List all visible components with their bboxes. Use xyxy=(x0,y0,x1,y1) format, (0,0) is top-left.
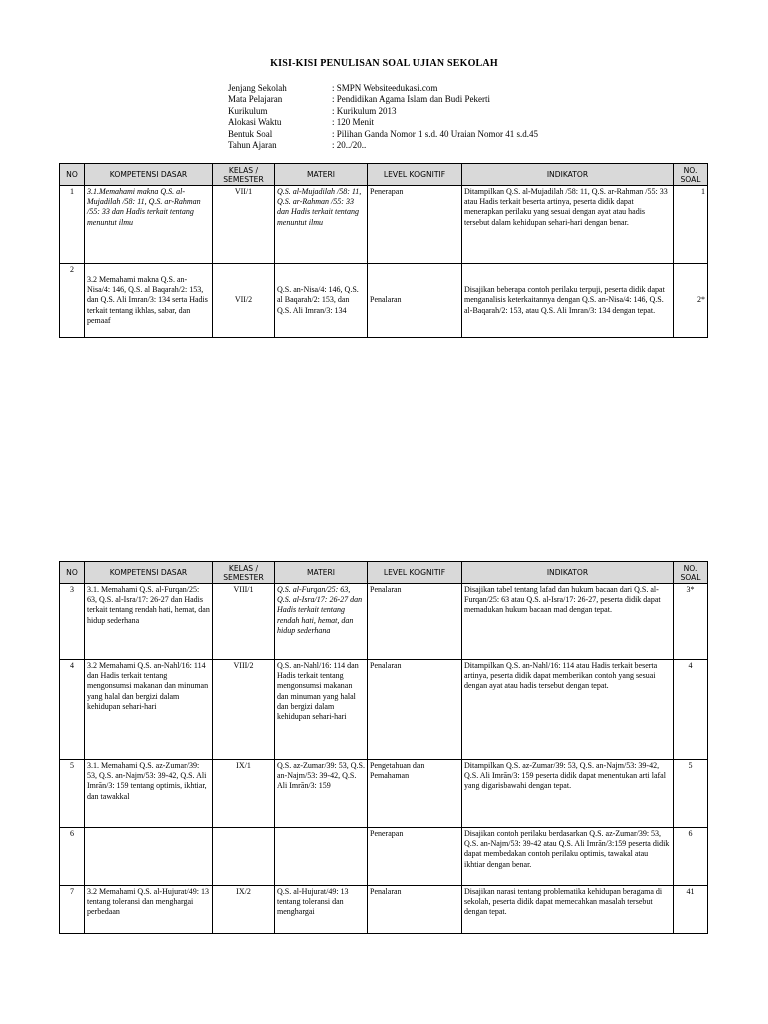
cell-no: 1 xyxy=(60,186,85,264)
kisi-table-2 xyxy=(59,561,708,934)
cell-materi: Q.S. al-Hujurat/49: 13 tentang toleransi dan menghargai xyxy=(275,886,368,934)
header-kompetensi-dasar: KOMPETENSI DASAR xyxy=(85,562,213,584)
cell-kelas: VII/1 xyxy=(213,186,275,264)
cell-no: 2 xyxy=(60,264,85,338)
cell-no: 3 xyxy=(60,584,85,660)
cell-no: 4 xyxy=(60,660,85,760)
cell-indikator: Disajikan tabel tentang lafad dan hukum bacaan dari Q.S. al-Furqan/25: 63 atau Q.S. al-Isra/17: 26-27, peserta didik dapat memadukan hukum bacaan mad dengan tepat. xyxy=(462,584,674,660)
kisi-table-1 xyxy=(59,163,708,338)
cell-kompetensi-dasar: 3.1. Memahami Q.S. az-Zumar/39: 53, Q.S. an-Najm/53: 39-42, Q.S. Ali Imrān/3: 159 tentang optimis, ikhtiar, dan tawakkal xyxy=(85,760,213,828)
table-row xyxy=(60,886,708,934)
cell-level: Penalaran xyxy=(368,264,462,338)
cell-indikator: Disajikan contoh perilaku berdasarkan Q.S. az-Zumar/39: 53, Q.S. an-Najm/53: 39-42 atau Q.S. Ali Imrān/3:159 peserta didik dapat membedakan contoh perilaku optimis, tawakal atau ikhtiar dengan benar. xyxy=(462,828,674,886)
meta-value: : 20../20.. xyxy=(332,140,367,151)
meta-row xyxy=(228,140,538,151)
meta-row xyxy=(228,94,538,105)
header-indikator: INDIKATOR xyxy=(462,164,674,186)
table-row xyxy=(60,264,708,338)
header-kelas-semester: KELAS / SEMESTER xyxy=(213,562,275,584)
header-no: NO xyxy=(60,164,85,186)
cell-no-soal: 6 xyxy=(674,828,708,886)
header-level-kognitif: LEVEL KOGNITIF xyxy=(368,164,462,186)
cell-kompetensi-dasar: 3.1.Memahami makna Q.S. al-Mujadilah /58: 11, Q.S. ar-Rahman /55: 33 dan Hadis terkait tentang menuntut ilmu xyxy=(85,186,213,264)
cell-kelas: VIII/2 xyxy=(213,660,275,760)
meta-value: : 120 Menit xyxy=(332,117,374,128)
cell-level: Penerapan xyxy=(368,186,462,264)
table-row xyxy=(60,828,708,886)
cell-kompetensi-dasar: 3.2 Memahami Q.S. al-Hujurat/49: 13 tentang toleransi dan menghargai perbedaan xyxy=(85,886,213,934)
cell-level: Penalaran xyxy=(368,584,462,660)
meta-value: : Pendidikan Agama Islam dan Budi Pekerti xyxy=(332,94,490,105)
document-title: KISI-KISI PENULISAN SOAL UJIAN SEKOLAH xyxy=(270,58,498,69)
cell-materi: Q.S. an-Nahl/16: 114 dan Hadis terkait tentang mengonsumsi makanan dan minuman yang halal dan bergizi dalam kehidupan sehari-hari xyxy=(275,660,368,760)
cell-kompetensi-dasar: 3.2 Memahami makna Q.S. an-Nisa/4: 146, Q.S. al Baqarah/2: 153, dan Q.S. Ali Imran/3: 134 serta Hadis terkait tentang ikhlas, sabar, dan pemaaf xyxy=(85,264,213,338)
cell-indikator: Disajikan narasi tentang problematika kehidupan beragama di sekolah, peserta didik dapat memecahkan masalah tersebut dengan tepat. xyxy=(462,886,674,934)
cell-no-soal: 41 xyxy=(674,886,708,934)
table-row xyxy=(60,186,708,264)
cell-no-soal: 1 xyxy=(674,186,708,264)
cell-level: Penalaran xyxy=(368,886,462,934)
meta-value: : Pilihan Ganda Nomor 1 s.d. 40 Uraian Nomor 41 s.d.45 xyxy=(332,128,538,139)
cell-kelas: VII/2 xyxy=(213,264,275,338)
cell-no-soal: 5 xyxy=(674,760,708,828)
cell-indikator: Ditampilkan Q.S. an-Nahl/16: 114 atau Hadis terkait beserta artinya, peserta didik dapat memberikan contoh yang sesuai dengan ayat atau hadis tersebut dengan tepat. xyxy=(462,660,674,760)
cell-kompetensi-dasar: 3.1. Memahami Q.S. al-Furqan/25: 63, Q.S. al-Isra/17: 26-27 dan Hadis terkait tentang rendah hati, hemat, dan hidup sederhana xyxy=(85,584,213,660)
cell-no-soal: 2* xyxy=(674,264,708,338)
table-header-row xyxy=(60,562,708,584)
header-indikator: INDIKATOR xyxy=(462,562,674,584)
cell-level: Penalaran xyxy=(368,660,462,760)
cell-kompetensi-dasar: 3.2 Memahami Q.S. an-Nahl/16: 114 dan Hadis terkait tentang mengonsumsi makanan dan minuman yang halal dan bergizi dalam kehidupan sehari-hari xyxy=(85,660,213,760)
meta-label: Bentuk Soal xyxy=(228,128,273,139)
meta-label: Mata Pelajaran xyxy=(228,94,283,105)
cell-no: 7 xyxy=(60,886,85,934)
header-kompetensi-dasar: KOMPETENSI DASAR xyxy=(85,164,213,186)
cell-kompetensi-dasar xyxy=(85,828,213,886)
meta-row xyxy=(228,83,538,94)
meta-label: Jenjang Sekolah xyxy=(228,83,287,93)
header-no: NO xyxy=(60,562,85,584)
header-materi: MATERI xyxy=(275,164,368,186)
table-row xyxy=(60,584,708,660)
header-materi: MATERI xyxy=(275,562,368,584)
meta-row xyxy=(228,106,538,117)
cell-no-soal: 4 xyxy=(674,660,708,760)
meta-label: Tahun Ajaran xyxy=(228,140,277,151)
cell-materi xyxy=(275,828,368,886)
meta-value: : SMPN Websiteedukasi.com xyxy=(332,83,438,93)
cell-kelas xyxy=(213,828,275,886)
meta-value: : Kurikulum 2013 xyxy=(332,105,397,116)
meta-row xyxy=(228,129,538,140)
header-no-soal: NO. SOAL xyxy=(674,164,708,186)
meta-label: Alokasi Waktu xyxy=(228,117,282,128)
cell-materi: Q.S. az-Zumar/39: 53, Q.S. an-Najm/53: 39-42, Q.S. Ali Imrān/3: 159 xyxy=(275,760,368,828)
cell-kelas: IX/1 xyxy=(213,760,275,828)
cell-indikator: Disajikan beberapa contoh perilaku terpuji, peserta didik dapat menganalisis keterkaitannya dengan Q.S. an-Nisa/4: 146, Q.S. al-Baqarah/2: 153, atau Q.S. Ali Imran/3: 134 dengan tepat. xyxy=(462,264,674,338)
header-no-soal: NO. SOAL xyxy=(674,562,708,584)
table-row xyxy=(60,660,708,760)
cell-no-soal: 3* xyxy=(674,584,708,660)
header-level-kognitif: LEVEL KOGNITIF xyxy=(368,562,462,584)
cell-no: 5 xyxy=(60,760,85,828)
cell-level: Penerapan xyxy=(368,828,462,886)
meta-label: Kurikulum xyxy=(228,105,268,116)
meta-row xyxy=(228,117,538,128)
header-kelas-semester: KELAS / SEMESTER xyxy=(213,164,275,186)
table-row xyxy=(60,760,708,828)
document-metadata xyxy=(228,83,538,151)
cell-materi: Q.S. al-Mujadilah /58: 11, Q.S. ar-Rahman /55: 33 dan Hadis terkait tentang menuntut ilmu xyxy=(275,186,368,264)
cell-indikator: Ditampilkan Q.S. az-Zumar/39: 53, Q.S. an-Najm/53: 39-42, Q.S. Ali Imrān/3: 159 peserta didik dapat menentukan arti lafal yang digarisbawahi dengan tepat. xyxy=(462,760,674,828)
cell-materi: Q.S. an-Nisa/4: 146, Q.S. al Baqarah/2: 153, dan Q.S. Ali Imran/3: 134 xyxy=(275,264,368,338)
cell-indikator: Ditampilkan Q.S. al-Mujadilah /58: 11, Q.S. ar-Rahman /55: 33 atau Hadis terkait beserta artinya, peserta didik dapat menerapkan perilaku yang sesuai dengan ayat atau hadis tersebut dalam kehidupan sehari-hari dengan benar. xyxy=(462,186,674,264)
cell-level: Pengetahuan dan Pemahaman xyxy=(368,760,462,828)
cell-kelas: VIII/1 xyxy=(213,584,275,660)
cell-materi: Q.S. al-Furqan/25: 63, Q.S. al-Isra/17: 26-27 dan Hadis terkait tentang rendah hati, hemat, dan hidup sederhana xyxy=(275,584,368,660)
table-header-row xyxy=(60,164,708,186)
cell-no: 6 xyxy=(60,828,85,886)
cell-kelas: IX/2 xyxy=(213,886,275,934)
